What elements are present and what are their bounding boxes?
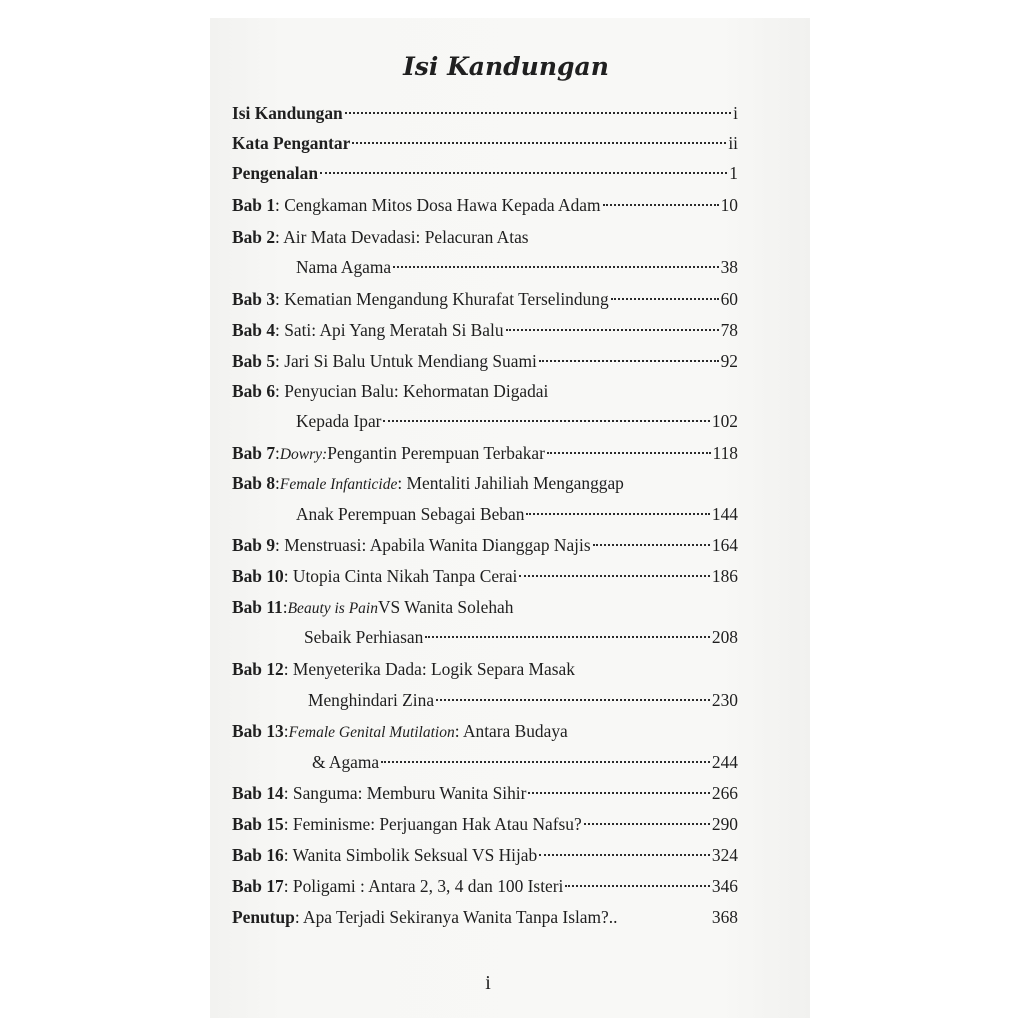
dot-leader xyxy=(352,141,726,144)
toc-entry-isi-kandungan xyxy=(232,98,738,128)
toc-entry-bab-14 xyxy=(232,778,738,808)
page-number: 368 xyxy=(711,907,738,927)
chapter-title-italic: Female Infanticide xyxy=(279,476,398,493)
toc-entry-bab-11-cont xyxy=(304,622,738,652)
dot-leader xyxy=(425,635,710,638)
chapter-label: Bab 16 xyxy=(232,845,284,865)
chapter-label: Bab 13 xyxy=(232,721,284,741)
toc-entry-pengenalan xyxy=(232,158,738,188)
dot-leader xyxy=(565,884,710,887)
dot-leader xyxy=(393,265,718,268)
chapter-label: Bab 14 xyxy=(232,783,284,803)
page-number: 78 xyxy=(720,320,738,340)
chapter-title-cont: Sebaik Perhiasan xyxy=(304,627,424,647)
toc-entry-kata-pengantar xyxy=(232,128,738,158)
dot-leader xyxy=(611,297,719,300)
toc-entry-bab-6-cont xyxy=(296,406,738,436)
dot-leader xyxy=(436,698,710,701)
page-number: 102 xyxy=(711,411,738,431)
dot-leader xyxy=(547,451,711,454)
separator: : xyxy=(282,597,288,617)
page-number: 92 xyxy=(720,351,738,371)
chapter-title: : Feminisme: Perjuangan Hak Atau Nafsu? xyxy=(283,814,582,834)
page-number: 164 xyxy=(711,535,738,555)
dot-leader xyxy=(603,203,719,206)
entry-label: Pengenalan xyxy=(232,163,318,183)
toc-entry-bab-4 xyxy=(232,315,738,345)
dot-leader xyxy=(593,543,710,546)
dot-leader xyxy=(526,512,709,515)
page-number: 244 xyxy=(711,752,738,772)
toc-entry-bab-2 xyxy=(232,222,738,252)
chapter-title-cont: & Agama xyxy=(312,752,380,772)
dot-leader xyxy=(619,917,709,918)
chapter-title: : Mentaliti Jahiliah Menganggap xyxy=(397,473,624,493)
chapter-label: Bab 10 xyxy=(232,566,284,586)
page-number: 346 xyxy=(711,876,738,896)
toc-entry-bab-5 xyxy=(232,346,738,376)
dot-leader xyxy=(539,359,719,362)
chapter-title: : Sanguma: Memburu Wanita Sihir xyxy=(283,783,527,803)
dot-leader xyxy=(383,419,709,422)
toc-entry-bab-8-cont xyxy=(296,499,738,529)
page-number: 118 xyxy=(712,443,738,463)
page-number: 266 xyxy=(711,783,738,803)
toc-entry-bab-3 xyxy=(232,284,738,314)
chapter-label: Penutup xyxy=(232,907,295,927)
chapter-label: Bab 12 xyxy=(232,659,284,679)
toc-entry-bab-1 xyxy=(232,190,738,220)
entry-label: Isi Kandungan xyxy=(232,103,343,123)
dot-leader xyxy=(320,171,727,174)
chapter-title: : Kematian Mengandung Khurafat Terselindung xyxy=(275,289,609,309)
toc-entry-bab-15 xyxy=(232,809,738,839)
toc-entry-bab-12-cont xyxy=(308,685,738,715)
toc-entry-bab-13 xyxy=(232,716,738,746)
chapter-label: Bab 17 xyxy=(232,876,284,896)
page-number: 60 xyxy=(720,289,738,309)
toc-entry-bab-11 xyxy=(232,592,738,622)
chapter-label: Bab 15 xyxy=(232,814,284,834)
entry-label: Kata Pengantar xyxy=(232,133,351,153)
page-number: 1 xyxy=(729,163,738,183)
chapter-label: Bab 5 xyxy=(232,351,276,371)
chapter-title-italic: Dowry: xyxy=(279,446,328,463)
chapter-label: Bab 8 xyxy=(232,473,276,493)
chapter-title: : Wanita Simbolik Seksual VS Hijab xyxy=(283,845,538,865)
page-number: 186 xyxy=(711,566,738,586)
chapter-title: : Utopia Cinta Nikah Tanpa Cerai xyxy=(283,566,518,586)
dot-leader xyxy=(381,760,710,763)
chapter-title-italic: Beauty is Pain xyxy=(287,600,378,617)
chapter-title: : Apa Terjadi Sekiranya Wanita Tanpa Islam?.. xyxy=(294,907,618,927)
chapter-title: : Cengkaman Mitos Dosa Hawa Kepada Adam xyxy=(275,195,601,215)
chapter-title: : Menyeterika Dada: Logik Separa Masak xyxy=(283,659,575,679)
page-number: i xyxy=(733,103,738,123)
dot-leader xyxy=(345,111,731,114)
toc-entry-penutup xyxy=(232,902,738,932)
toc-entry-bab-17 xyxy=(232,871,738,901)
toc-entry-bab-6 xyxy=(232,376,738,406)
dot-leader xyxy=(528,791,710,794)
chapter-label: Bab 3 xyxy=(232,289,276,309)
chapter-title: : Air Mata Devadasi: Pelacuran Atas xyxy=(275,227,529,247)
chapter-title-italic: Female Genital Mutilation xyxy=(288,724,455,741)
chapter-title: : Jari Si Balu Untuk Mendiang Suami xyxy=(275,351,537,371)
dot-leader xyxy=(584,822,710,825)
page-number: 38 xyxy=(720,257,738,277)
separator: : xyxy=(275,443,280,463)
chapter-title: : Menstruasi: Apabila Wanita Dianggap Najis xyxy=(275,535,591,555)
dot-leader xyxy=(539,853,710,856)
dot-leader xyxy=(506,328,719,331)
separator: : xyxy=(275,473,280,493)
toc-entry-bab-12 xyxy=(232,654,738,684)
chapter-title-cont: Menghindari Zina xyxy=(308,690,435,710)
page-title: Isi Kandungan xyxy=(403,52,609,81)
toc-entry-bab-10 xyxy=(232,561,738,591)
page-number: 290 xyxy=(711,814,738,834)
chapter-title-cont: Kepada Ipar xyxy=(296,411,382,431)
dot-leader xyxy=(519,574,710,577)
chapter-title: : Poligami : Antara 2, 3, 4 dan 100 Isteri xyxy=(283,876,564,896)
separator: : xyxy=(283,721,289,741)
page-number: 10 xyxy=(720,195,738,215)
chapter-title-cont: Nama Agama xyxy=(296,257,392,277)
page-folio: i xyxy=(485,972,491,994)
page-number: 144 xyxy=(711,504,738,524)
page-number: ii xyxy=(728,133,738,153)
chapter-title: : Sati: Api Yang Meratah Si Balu xyxy=(275,320,504,340)
toc-entry-bab-2-cont xyxy=(296,252,738,282)
chapter-label: Bab 6 xyxy=(232,381,276,401)
toc-entry-bab-7 xyxy=(232,438,738,468)
chapter-label: Bab 9 xyxy=(232,535,276,555)
chapter-label: Bab 2 xyxy=(232,227,276,247)
page-number: 230 xyxy=(711,690,738,710)
chapter-label: Bab 11 xyxy=(232,597,283,617)
page-number: 208 xyxy=(711,627,738,647)
chapter-label: Bab 4 xyxy=(232,320,276,340)
chapter-title: VS Wanita Solehah xyxy=(378,597,514,617)
chapter-title: Pengantin Perempuan Terbakar xyxy=(327,443,545,463)
chapter-title: : Penyucian Balu: Kehormatan Digadai xyxy=(275,381,549,401)
page-number: 324 xyxy=(711,845,738,865)
chapter-title-cont: Anak Perempuan Sebagai Beban xyxy=(296,504,525,524)
toc-entry-bab-16 xyxy=(232,840,738,870)
chapter-title: : Antara Budaya xyxy=(454,721,568,741)
chapter-label: Bab 1 xyxy=(232,195,276,215)
toc-entry-bab-13-cont xyxy=(312,747,738,777)
chapter-label: Bab 7 xyxy=(232,443,276,463)
toc-entry-bab-9 xyxy=(232,530,738,560)
toc-entry-bab-8 xyxy=(232,468,738,498)
